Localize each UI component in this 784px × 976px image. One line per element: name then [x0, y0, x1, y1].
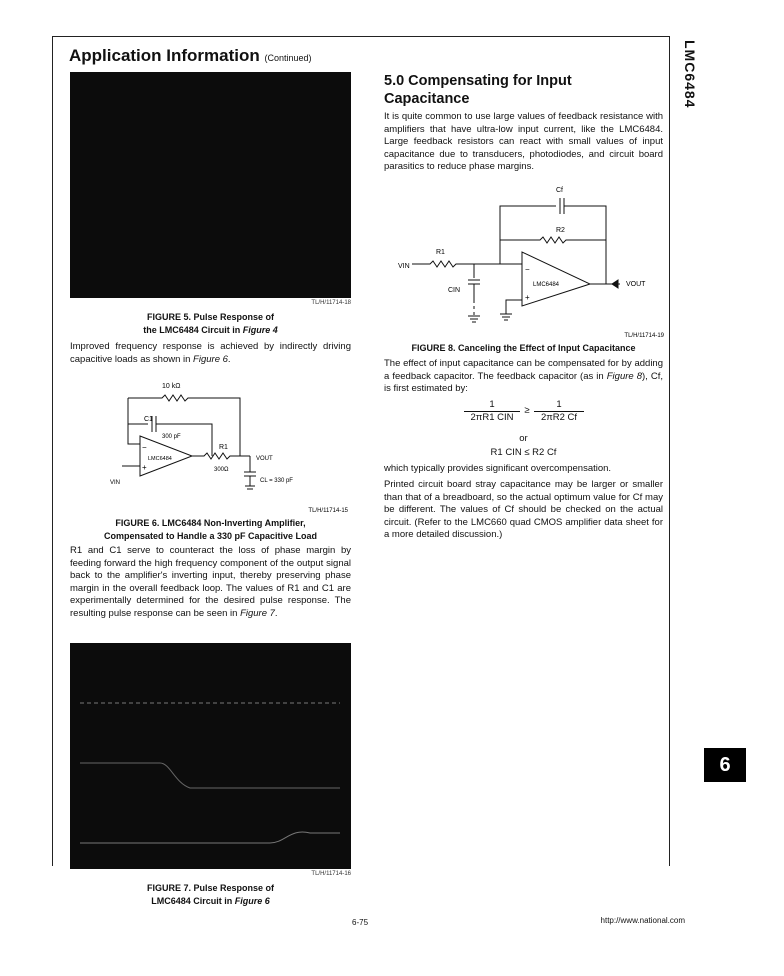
fig6-vout: VOUT [256, 456, 273, 462]
fig6-ref: TL/H/11714-15 [308, 508, 348, 514]
fig8-ref: TL/H/11714-19 [624, 333, 664, 339]
left-para1-end: . [227, 353, 231, 365]
fig6-r1: R1 [219, 444, 228, 451]
fig8-plus: + [525, 293, 530, 302]
fig8-r1: R1 [436, 249, 445, 256]
page-frame-right [669, 36, 670, 866]
fig6-c1-val: 300 pF [162, 434, 181, 440]
figure7-caption-italic: Figure 6 [234, 896, 270, 906]
fig8-vin: VIN [398, 263, 410, 270]
footer-url[interactable]: http://www.national.com [600, 916, 685, 925]
figure7-caption-text: LMC6484 Circuit in [151, 896, 235, 906]
section-continued: (Continued) [264, 53, 312, 63]
fig8-opamp-label: LMC6484 [533, 282, 560, 288]
figure5-ref: TL/H/11714-18 [311, 300, 351, 306]
figure6-schematic [100, 376, 350, 516]
figure7-caption [70, 882, 351, 908]
fig6-c1: C1 [144, 416, 153, 423]
page-frame-left [52, 36, 53, 866]
fig8-r2: R2 [556, 227, 565, 234]
figure7-traces [70, 643, 351, 869]
right-paragraph-3: which typically provides significant overcompensation. [384, 463, 612, 474]
left-para2-italic: Figure 7 [240, 607, 275, 619]
left-paragraph-2 [70, 545, 351, 621]
figure7-caption-line2 [70, 895, 351, 908]
figure6-caption-line1: FIGURE 6. LMC6484 Non-Inverting Amplifier, [115, 518, 306, 528]
right-para2-text: The effect of input capacitance can be compensated for by adding a feedback capacitor. The feedback capacitor (as in [384, 358, 663, 382]
fig8-cin: CIN [448, 287, 461, 294]
side-part-label [676, 40, 700, 110]
figure7-scope-image [70, 643, 351, 869]
fig8-cf: Cf [556, 187, 563, 194]
eq-right-numerator: 1 [556, 399, 562, 410]
figure5-caption-text: the LMC6484 Circuit in [143, 325, 243, 335]
fig6-vin: VIN [110, 480, 121, 486]
fig8-opamp-triangle [522, 252, 590, 306]
eq-right-fraction [534, 399, 584, 423]
eq-second: R1 CIN ≤ R2 Cf [490, 447, 557, 458]
figure8-schematic [394, 180, 666, 340]
figure5-caption-line2 [70, 324, 351, 337]
figure7-ref: TL/H/11714-16 [311, 871, 351, 877]
eq-left-denominator: 2πR1 CIN [464, 411, 520, 423]
fig8-minus: − [525, 265, 530, 274]
left-para2-end: . [274, 607, 278, 619]
left-paragraph-1 [70, 341, 351, 366]
fig8-cf-wire [500, 198, 606, 240]
right-para2-end: ), Cf, is first estimated by: [384, 370, 664, 395]
chapter-tab-number: 6 [719, 753, 731, 776]
left-para2-text: R1 and C1 serve to counteract the loss of phase margin by feeding forward the high frequency component of the output signal back to the amplifier's inverting input, thereby preserving phase margin in the overall feedback loop. The values of R1 and C1 are experimentally determined for the desired pulse response. The resulting pulse response can be seen in [70, 545, 351, 619]
fig8-vout: VOUT [626, 281, 646, 288]
figure8-caption: FIGURE 8. Canceling the Effect of Input Capacitance [411, 343, 636, 353]
fig6-rtop: 10 kΩ [162, 383, 181, 390]
eq-relation: ≥ [524, 405, 530, 416]
fig6-opamp-label: LMC6484 [148, 456, 172, 462]
right-paragraph-1: It is quite common to use large values of feedback resistance with amplifiers that have ultra-low input current, like the LMC6484. Large feedback resistors can react with small values of input capacitance due to transducers, photodiodes, and circuit board parasitics to reduce phase margins. [384, 111, 663, 173]
fig6-minus: − [142, 443, 147, 452]
side-part-text: LMC6484 [682, 40, 698, 109]
figure6-caption-line2: Compensated to Handle a 330 pF Capacitive Load [103, 531, 318, 541]
fig6-plus: + [142, 463, 147, 472]
left-para1-italic: Figure 6 [193, 353, 228, 365]
figure5-caption [70, 311, 351, 337]
eq-left-fraction [464, 399, 520, 423]
figure5-caption-italic: Figure 4 [242, 325, 278, 335]
right-paragraph-2 [384, 358, 663, 396]
left-para1-text: Improved frequency response is achieved by indirectly driving capacitive loads as shown in [70, 341, 351, 365]
chapter-tab [704, 748, 746, 782]
eq-left-numerator: 1 [489, 399, 495, 410]
figure7-caption-line1: FIGURE 7. Pulse Response of [146, 883, 275, 893]
section-title [69, 46, 369, 66]
page-number: 6-75 [352, 918, 369, 927]
right-para2-italic: Figure 8 [606, 370, 643, 382]
fig6-cl: CL = 330 pF [260, 478, 293, 484]
figure5-caption-line1: FIGURE 5. Pulse Response of [146, 312, 275, 322]
figure5-scope-image [70, 72, 351, 298]
figure6-caption [70, 517, 351, 543]
eq-right-denominator: 2πR2 Cf [534, 411, 584, 423]
right-paragraph-4: Printed circuit board stray capacitance may be larger or smaller than that of a breadboard, so the actual optimum value for Cf may be different. The values of Cf should be checked on the actual circuit. (Refer to the LMC660 quad CMOS amplifier data sheet for a more detailed discussion.) [384, 479, 663, 541]
section-title-text: Application Information [69, 46, 260, 65]
eq-or: or [519, 433, 528, 444]
fig6-r1-val: 300Ω [214, 467, 229, 473]
page-frame-top [52, 36, 669, 37]
section-5-heading: 5.0 Compensating for Input Capacitance [384, 73, 572, 107]
